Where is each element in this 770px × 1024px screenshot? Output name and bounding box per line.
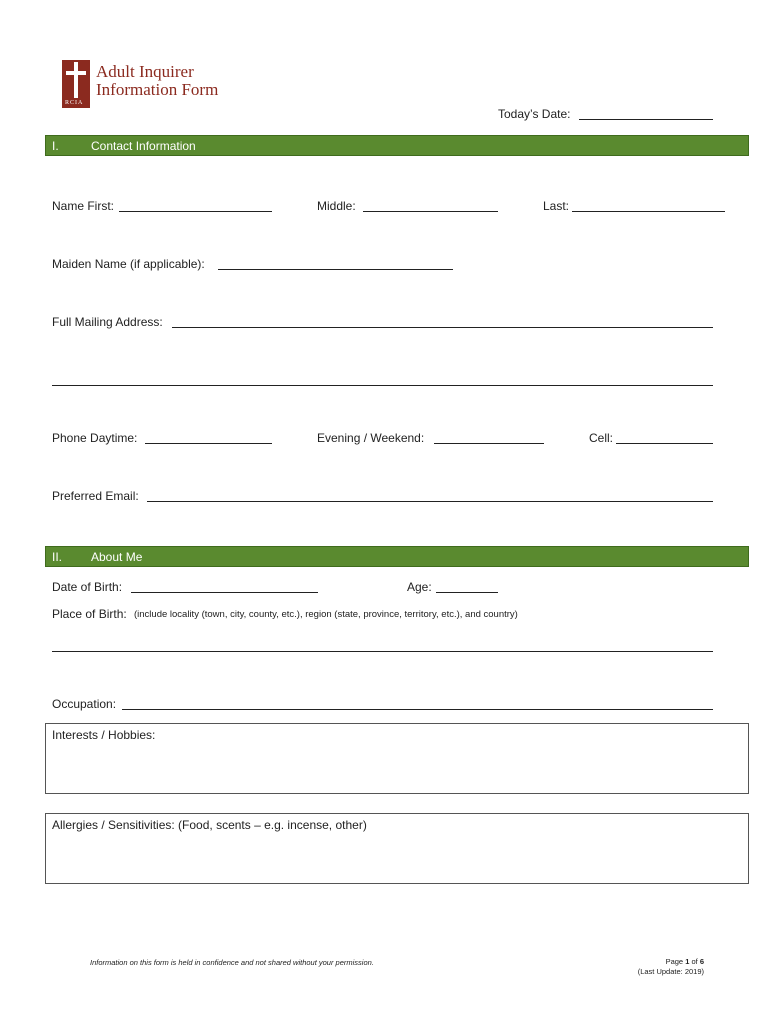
place-of-birth-label: Place of Birth:: [52, 607, 127, 621]
phone-evening-label: Evening / Weekend:: [317, 431, 425, 445]
mailing-address-label: Full Mailing Address:: [52, 315, 163, 329]
rcia-logo: [62, 60, 90, 108]
logo-caption: RCIA: [65, 100, 84, 106]
interests-box[interactable]: [45, 723, 749, 794]
section-number: II.: [52, 550, 63, 564]
age-label: Age:: [407, 580, 432, 594]
dob-label: Date of Birth:: [52, 580, 123, 594]
form-title-line1: Adult Inquirer: [96, 62, 194, 81]
form-title-line2: Information Form: [96, 80, 219, 99]
section-about-header: [45, 546, 749, 567]
last-name-label: Last:: [543, 199, 570, 213]
page-prefix: Page: [665, 957, 684, 966]
age-field[interactable]: [436, 592, 498, 593]
name-first-label: Name First:: [52, 199, 115, 213]
maiden-name-field[interactable]: [218, 269, 453, 270]
page-of: of: [691, 957, 698, 966]
maiden-name-label: Maiden Name (if applicable):: [52, 257, 205, 271]
middle-name-label: Middle:: [317, 199, 356, 213]
place-of-birth-field[interactable]: [52, 651, 713, 652]
occupation-label: Occupation:: [52, 697, 117, 711]
todays-date-field[interactable]: [579, 119, 713, 120]
last-update: (Last Update: 2019): [637, 967, 704, 976]
todays-date-label: Today’s Date:: [498, 107, 571, 121]
cell-field[interactable]: [616, 443, 713, 444]
place-of-birth-hint: (include locality (town, city, county, etc.), region (state, province, territory, etc.), and country): [134, 609, 518, 620]
name-first-field[interactable]: [119, 211, 272, 212]
section-title: Contact Information: [91, 139, 196, 153]
cell-label: Cell:: [589, 431, 614, 445]
mailing-address-field[interactable]: [172, 327, 713, 328]
allergies-box[interactable]: [45, 813, 749, 884]
interests-label: Interests / Hobbies:: [52, 728, 156, 742]
last-name-field[interactable]: [572, 211, 725, 212]
section-title: About Me: [91, 550, 143, 564]
occupation-field[interactable]: [122, 709, 713, 710]
dob-field[interactable]: [131, 592, 318, 593]
allergies-label: Allergies / Sensitivities: (Food, scents – e.g. incense, other): [52, 818, 367, 832]
page-total: 6: [699, 957, 704, 966]
mailing-address-field-line2[interactable]: [52, 385, 713, 386]
email-label: Preferred Email:: [52, 489, 139, 503]
form-title: [96, 63, 218, 99]
confidentiality-note: Information on this form is held in confidence and not shared without your permission.: [90, 958, 374, 967]
section-contact-header: [45, 135, 749, 156]
section-number: I.: [52, 139, 59, 153]
middle-name-field[interactable]: [363, 211, 498, 212]
page-current: 1: [685, 957, 690, 966]
email-field[interactable]: [147, 501, 713, 502]
phone-evening-field[interactable]: [434, 443, 544, 444]
page-number: [600, 957, 704, 977]
phone-daytime-field[interactable]: [145, 443, 272, 444]
phone-daytime-label: Phone Daytime:: [52, 431, 138, 445]
